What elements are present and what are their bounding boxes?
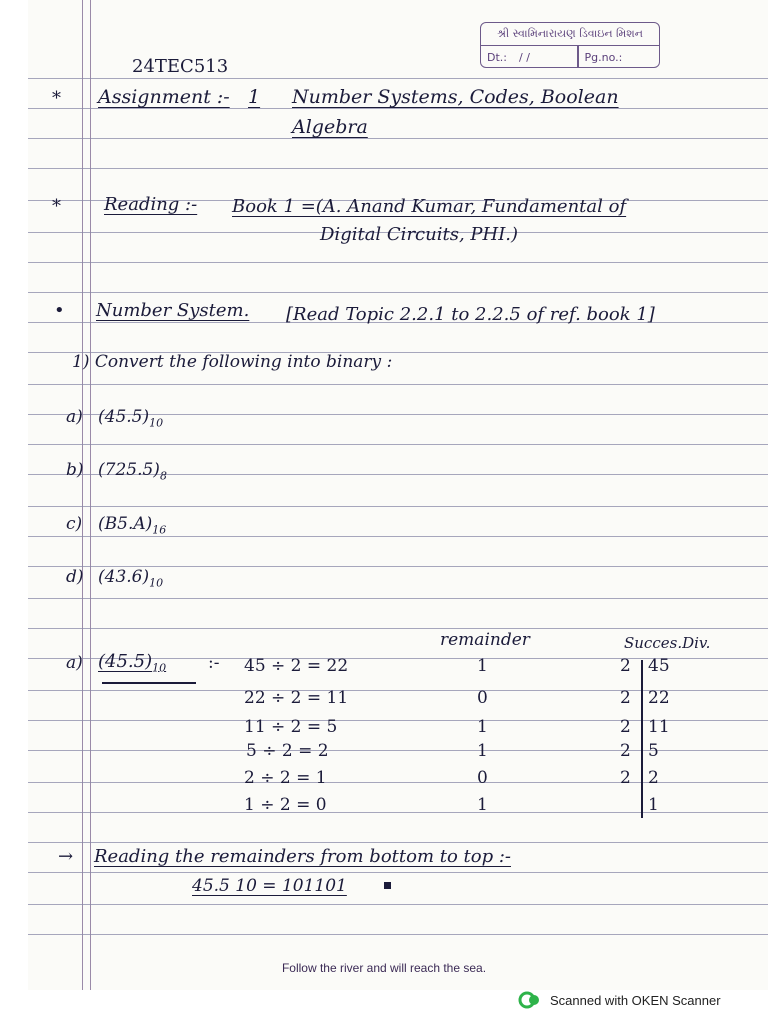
remainder-value: 1 (477, 717, 488, 737)
question-label: 1) Convert the following into binary : (72, 352, 393, 372)
binary-result: 45.5 10 = 101101 (192, 876, 347, 896)
successive-division-header: Succes.Div. (624, 634, 711, 652)
remainder-value: 0 (477, 768, 488, 788)
assignment-number: 1 (248, 86, 261, 108)
q-item-d-value: $(43.6)_{10}$ (98, 567, 164, 590)
result-cursor-mark (384, 882, 391, 889)
remainder-column-header: remainder (440, 630, 530, 650)
scanner-watermark (518, 991, 721, 1009)
ruled-line (28, 842, 768, 843)
divisor-value: 2 (620, 717, 631, 737)
assignment-bullet: * (52, 88, 61, 109)
ruled-line (28, 78, 768, 79)
q-item-b-label: b) (66, 460, 84, 480)
q-item-c-value: $(B5.A)_{16}$ (98, 514, 167, 537)
page-label: Pg.no.: (584, 50, 623, 64)
ruled-line (28, 628, 768, 629)
q-item-a-value: $(45.5)_{10}$ (98, 407, 164, 430)
remainder-value: 0 (477, 688, 488, 708)
header-title: શ્રી સ્વામિનારાયણ ડિવાઇન મિશન (497, 27, 643, 40)
header-stamp-box (480, 22, 660, 68)
ruled-line (28, 506, 768, 507)
ruled-line (28, 872, 768, 873)
given-double-underline (102, 682, 196, 684)
divisor-value: 2 (620, 741, 631, 761)
ruled-line (28, 262, 768, 263)
division-expression: 45 ÷ 2 = 22 (244, 656, 349, 676)
remainder-value: 1 (477, 656, 488, 676)
arrow-icon: → (58, 846, 74, 867)
solution-separator: :- (208, 653, 220, 673)
q-item-d-label: d) (66, 567, 84, 587)
scanner-text: Scanned with OKEN Scanner (550, 992, 721, 1008)
number-system-heading: Number System. (96, 300, 250, 321)
q-item-c-label: c) (66, 514, 83, 534)
course-code: 24TEC513 (132, 56, 229, 77)
reading-label: Reading :- (104, 194, 198, 215)
assignment-label: Assignment :- (98, 86, 230, 108)
dividend-value: 22 (648, 688, 670, 708)
ruled-line (28, 168, 768, 169)
division-expression: 5 ÷ 2 = 2 (246, 741, 329, 761)
ruled-line (28, 598, 768, 599)
reading-book: Book 1 =(A. Anand Kumar, Fundamental of (232, 196, 627, 217)
number-system-bullet: • (54, 300, 65, 321)
ruled-line (28, 444, 768, 445)
remainder-value: 1 (477, 741, 488, 761)
assignment-title-line1: Number Systems, Codes, Boolean (292, 86, 619, 108)
q-item-b-value: $(725.5)_8$ (98, 460, 167, 483)
remainder-value: 1 (477, 795, 488, 815)
reading-book-line2: Digital Circuits, PHI.) (320, 224, 519, 245)
scanner-logo-icon (518, 991, 542, 1009)
date-label: Dt.: (487, 50, 507, 64)
dividend-value: 11 (648, 717, 670, 737)
reading-bullet: * (52, 196, 61, 217)
divisor-value: 2 (620, 688, 631, 708)
solution-given: $(45.5)_{10}$ (98, 651, 167, 675)
footer-motto: Follow the river and will reach the sea. (281, 961, 487, 975)
dividend-value: 45 (648, 656, 670, 676)
reading-remainders-note: Reading the remainders from bottom to top :- (94, 846, 511, 867)
date-value: / / (519, 50, 530, 64)
ruled-line (28, 934, 768, 935)
division-expression: 22 ÷ 2 = 11 (244, 688, 349, 708)
divisor-value: 2 (620, 768, 631, 788)
dividend-value: 1 (648, 795, 659, 815)
ruled-line (28, 138, 768, 139)
divisor-value: 2 (620, 656, 631, 676)
ruled-line (28, 292, 768, 293)
number-system-note: [Read Topic 2.2.1 to 2.2.5 of ref. book 1] (286, 304, 655, 325)
ruled-line (28, 904, 768, 905)
dividend-value: 5 (648, 741, 659, 761)
assignment-title-line2: Algebra (292, 116, 368, 138)
ruled-line (28, 384, 768, 385)
solution-label: a) (66, 653, 83, 673)
division-expression: 2 ÷ 2 = 1 (244, 768, 327, 788)
dividend-value: 2 (648, 768, 659, 788)
q-item-a-label: a) (66, 407, 83, 427)
division-expression: 11 ÷ 2 = 5 (244, 717, 338, 737)
division-expression: 1 ÷ 2 = 0 (244, 795, 327, 815)
ruled-line (28, 108, 768, 109)
division-bracket-line (641, 660, 643, 818)
